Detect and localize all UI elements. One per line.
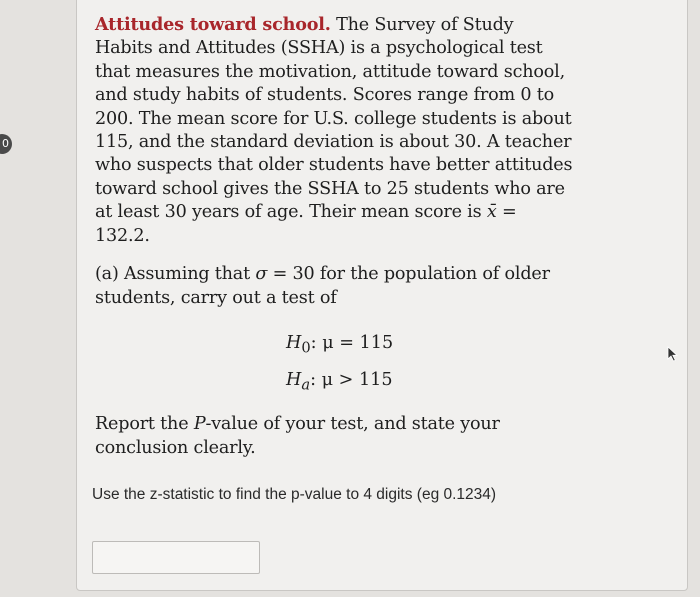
- side-badge[interactable]: 0: [0, 134, 12, 154]
- report-before: Report the: [95, 414, 189, 434]
- report-prompt: [95, 412, 575, 460]
- null-sub: 0: [301, 339, 311, 357]
- null-hypothesis: [286, 333, 393, 357]
- part-a-prefix: (a) Assuming that: [95, 264, 250, 284]
- null-h: H: [286, 333, 302, 353]
- problem-title: Attitudes toward school.: [95, 14, 331, 35]
- null-expr: : μ = 115: [310, 333, 394, 353]
- p-letter: P: [193, 414, 206, 434]
- sigma-symbol: σ: [255, 264, 268, 284]
- mouse-cursor-icon: [667, 346, 679, 362]
- part-a-rest: = 30 for the population of older students, carry out a test of: [95, 264, 550, 308]
- alternative-hypothesis: [286, 370, 393, 394]
- alt-sub: a: [301, 376, 311, 394]
- instruction-text: Use the z-statistic to find the p-value to 4 digits (eg 0.1234): [92, 486, 497, 503]
- alt-h: H: [286, 370, 302, 390]
- mean-value: = 132.2.: [95, 202, 517, 246]
- alt-expr: : μ > 115: [310, 370, 393, 390]
- mean-symbol: x̄: [486, 202, 497, 223]
- part-a-prompt: [95, 262, 585, 310]
- problem-body: The Survey of Study Habits and Attitudes (SSHA) is a psychological test that measures the motivation, attitude toward school, and study habits of students. Scores range from 0 to 200. The mean score for U.S. college students is about 115, and the standard deviation is about 30. A teacher who suspects that older students have better attitudes toward school gives the SSHA to 25 students who are at least 30 years of age. Their mean score is: [95, 15, 573, 223]
- problem-statement: [95, 13, 575, 248]
- answer-input[interactable]: [92, 541, 260, 574]
- report-after: -value of your test, and state your conclusion clearly.: [95, 414, 500, 458]
